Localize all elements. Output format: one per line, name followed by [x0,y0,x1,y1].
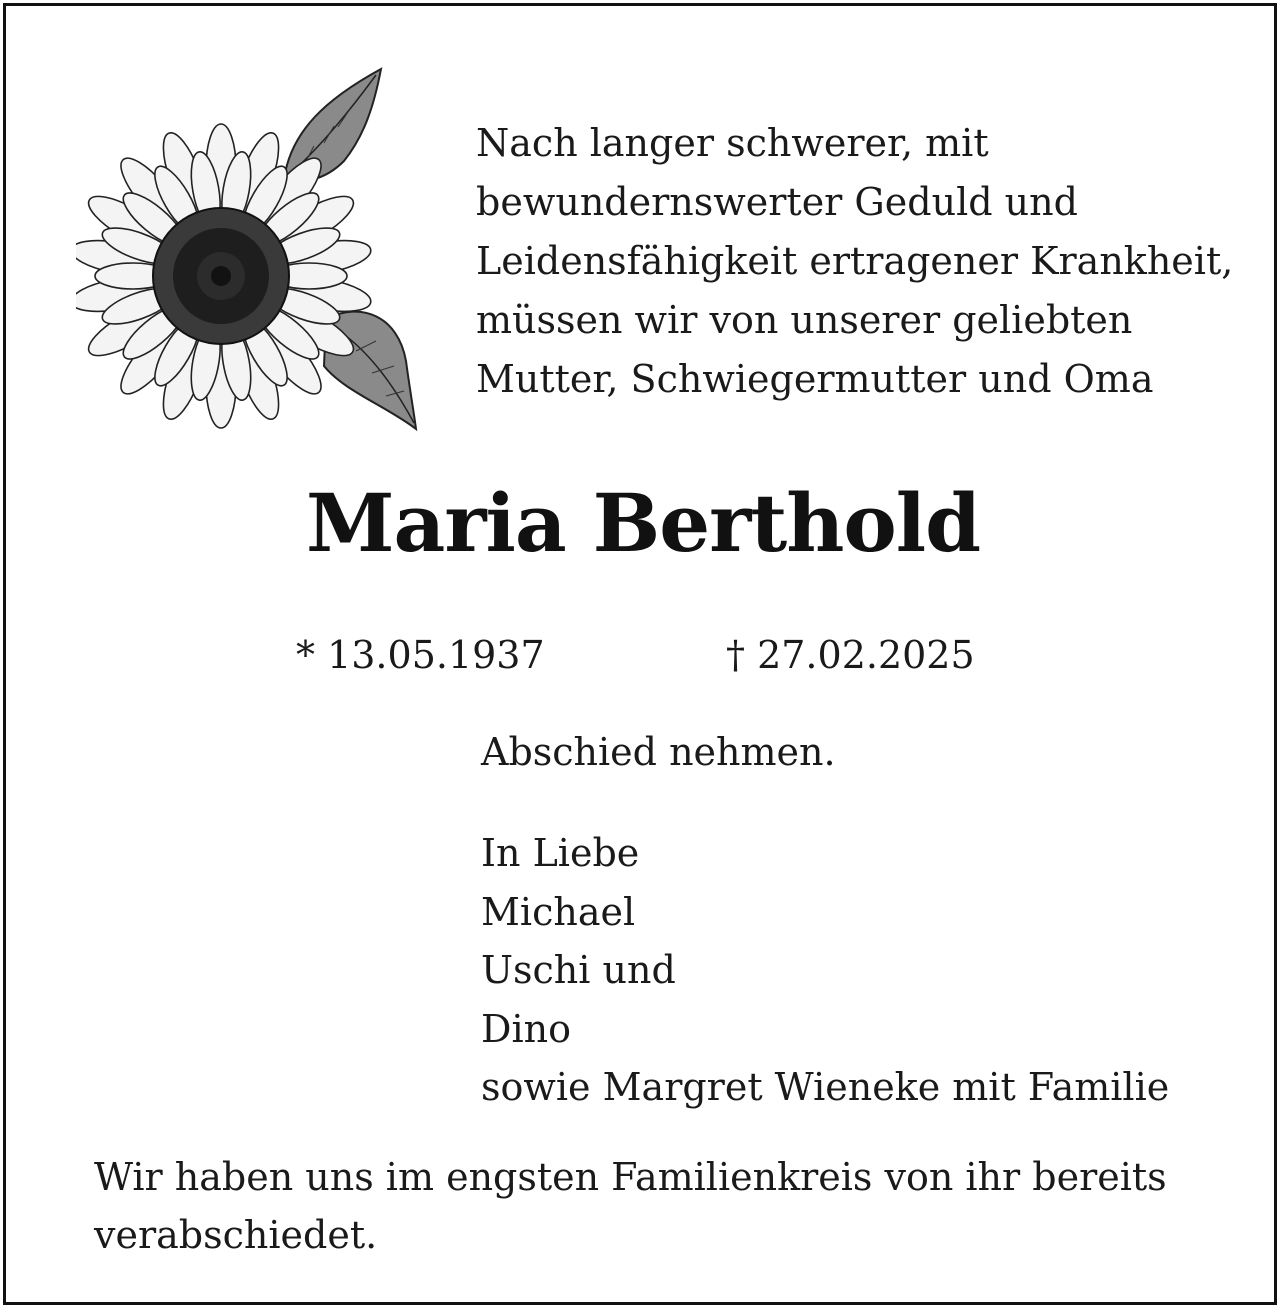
farewell-text: Abschied nehmen. [481,730,836,774]
intro-line: Mutter, Schwiegermutter und Oma [476,357,1154,401]
signer-line: Uschi und [481,948,676,992]
intro-text [476,114,1236,409]
intro-line: müssen wir von unserer geliebten [476,298,1133,342]
signer-line: sowie Margret Wieneke mit Familie [481,1065,1170,1109]
signer-line: Michael [481,889,636,934]
closing-line: Wir haben uns im engsten Familienkreis von ihr bereits [94,1155,1167,1199]
birth-date: * 13.05.1937 [296,633,545,677]
signer-line: Dino [481,1006,571,1051]
deceased-name: Maria Berthold [305,476,981,570]
obituary-notice [3,3,1277,1305]
closing-note [94,1148,1244,1264]
intro-line: Leidensfähigkeit ertragener Krankheit, [476,239,1234,283]
signer-line: In Liebe [481,831,640,875]
death-date: † 27.02.2025 [726,633,975,677]
intro-line: bewundernswerter Geduld und [476,180,1078,224]
signers-list [481,824,1169,1117]
intro-line: Nach langer schwerer, mit [476,121,989,165]
sunflower-icon [76,61,426,436]
closing-line: verabschiedet. [94,1213,378,1257]
